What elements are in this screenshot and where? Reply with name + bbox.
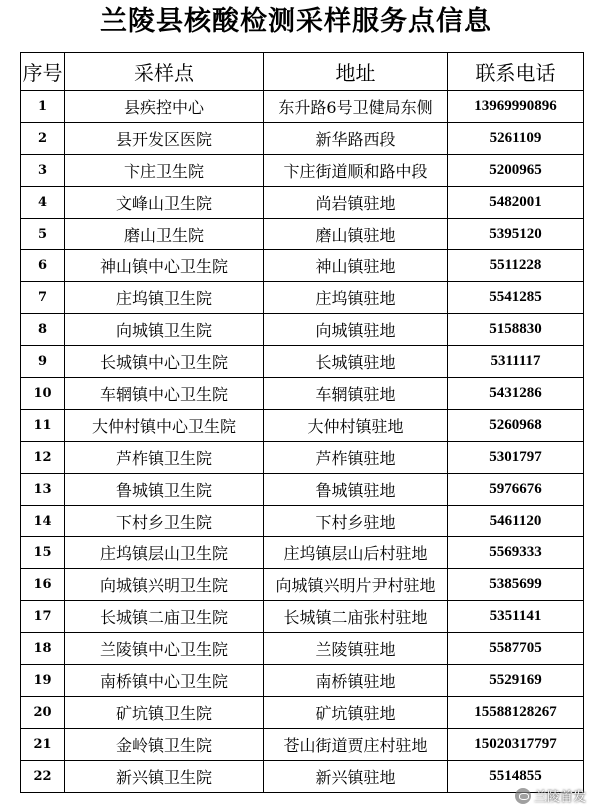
site-cell: 大仲村镇中心卫生院 (65, 409, 264, 441)
table-row (21, 760, 584, 792)
header-phone: 联系电话 (448, 53, 584, 91)
table-row (21, 665, 584, 697)
table-row (21, 91, 584, 123)
table-row (21, 473, 584, 505)
header-address: 地址 (264, 53, 448, 91)
table-row (21, 250, 584, 282)
site-cell: 南桥镇中心卫生院 (65, 665, 264, 697)
table-row (21, 186, 584, 218)
serial-cell: 8 (21, 314, 65, 346)
site-cell: 芦柞镇卫生院 (65, 441, 264, 473)
serial-cell: 11 (21, 409, 65, 441)
address-cell: 东升路6号卫健局东侧 (264, 91, 448, 123)
phone-cell: 5514855 (448, 760, 584, 792)
header-site: 采样点 (65, 53, 264, 91)
serial-cell: 1 (21, 91, 65, 123)
phone-cell: 5260968 (448, 409, 584, 441)
site-cell: 神山镇中心卫生院 (65, 250, 264, 282)
address-cell: 下村乡驻地 (264, 505, 448, 537)
site-cell: 文峰山卫生院 (65, 186, 264, 218)
serial-cell: 6 (21, 250, 65, 282)
serial-cell: 4 (21, 186, 65, 218)
site-cell: 卞庄卫生院 (65, 154, 264, 186)
table-row (21, 314, 584, 346)
site-cell: 下村乡卫生院 (65, 505, 264, 537)
phone-cell: 5261109 (448, 122, 584, 154)
phone-cell: 5569333 (448, 537, 584, 569)
address-cell: 兰陵镇驻地 (264, 633, 448, 665)
phone-cell: 5511228 (448, 250, 584, 282)
page-title: 兰陵县核酸检测采样服务点信息 (100, 6, 492, 37)
serial-cell: 14 (21, 505, 65, 537)
site-cell: 车辋镇中心卫生院 (65, 378, 264, 410)
table-row (21, 441, 584, 473)
address-cell: 长城镇二庙张村驻地 (264, 601, 448, 633)
address-cell: 长城镇驻地 (264, 346, 448, 378)
serial-cell: 3 (21, 154, 65, 186)
address-cell: 南桥镇驻地 (264, 665, 448, 697)
phone-cell: 5529169 (448, 665, 584, 697)
site-cell: 向城镇兴明卫生院 (65, 569, 264, 601)
serial-cell: 10 (21, 378, 65, 410)
serial-cell: 17 (21, 601, 65, 633)
header-serial: 序号 (21, 53, 65, 91)
phone-cell: 13969990896 (448, 91, 584, 123)
address-cell: 向城镇兴明片尹村驻地 (264, 569, 448, 601)
serial-cell: 13 (21, 473, 65, 505)
table-row (21, 601, 584, 633)
address-cell: 大仲村镇驻地 (264, 409, 448, 441)
table-row (21, 409, 584, 441)
phone-cell: 5351141 (448, 601, 584, 633)
wechat-icon (515, 788, 531, 804)
phone-cell: 5976676 (448, 473, 584, 505)
phone-cell: 5385699 (448, 569, 584, 601)
table-header-row (21, 53, 584, 91)
table-row (21, 346, 584, 378)
site-cell: 鲁城镇卫生院 (65, 473, 264, 505)
address-cell: 车辋镇驻地 (264, 378, 448, 410)
phone-cell: 5587705 (448, 633, 584, 665)
site-cell: 磨山卫生院 (65, 218, 264, 250)
table-row (21, 505, 584, 537)
table-row (21, 218, 584, 250)
serial-cell: 15 (21, 537, 65, 569)
sampling-sites-table (20, 52, 584, 793)
table-row (21, 122, 584, 154)
address-cell: 磨山镇驻地 (264, 218, 448, 250)
address-cell: 神山镇驻地 (264, 250, 448, 282)
table-body (21, 91, 584, 793)
table-row (21, 569, 584, 601)
site-cell: 县疾控中心 (65, 91, 264, 123)
phone-cell: 5482001 (448, 186, 584, 218)
address-cell: 鲁城镇驻地 (264, 473, 448, 505)
site-cell: 庄坞镇卫生院 (65, 282, 264, 314)
watermark-text: 兰陵首发 (533, 790, 586, 805)
site-cell: 县开发区医院 (65, 122, 264, 154)
address-cell: 新兴镇驻地 (264, 760, 448, 792)
serial-cell: 9 (21, 346, 65, 378)
address-cell: 尚岩镇驻地 (264, 186, 448, 218)
serial-cell: 16 (21, 569, 65, 601)
phone-cell: 15588128267 (448, 696, 584, 728)
table-row (21, 537, 584, 569)
table-row (21, 282, 584, 314)
watermark (515, 786, 586, 805)
site-cell: 庄坞镇层山卫生院 (65, 537, 264, 569)
serial-cell: 20 (21, 696, 65, 728)
table-row (21, 154, 584, 186)
address-cell: 芦柞镇驻地 (264, 441, 448, 473)
address-cell: 庄坞镇驻地 (264, 282, 448, 314)
table-row (21, 696, 584, 728)
site-cell: 新兴镇卫生院 (65, 760, 264, 792)
site-cell: 长城镇中心卫生院 (65, 346, 264, 378)
serial-cell: 7 (21, 282, 65, 314)
site-cell: 金岭镇卫生院 (65, 728, 264, 760)
site-cell: 兰陵镇中心卫生院 (65, 633, 264, 665)
site-cell: 向城镇卫生院 (65, 314, 264, 346)
phone-cell: 5158830 (448, 314, 584, 346)
serial-cell: 22 (21, 760, 65, 792)
serial-cell: 18 (21, 633, 65, 665)
phone-cell: 5541285 (448, 282, 584, 314)
address-cell: 向城镇驻地 (264, 314, 448, 346)
phone-cell: 5311117 (448, 346, 584, 378)
phone-cell: 5301797 (448, 441, 584, 473)
address-cell: 苍山街道贾庄村驻地 (264, 728, 448, 760)
table-row (21, 378, 584, 410)
phone-cell: 5461120 (448, 505, 584, 537)
address-cell: 矿坑镇驻地 (264, 696, 448, 728)
serial-cell: 2 (21, 122, 65, 154)
address-cell: 新华路西段 (264, 122, 448, 154)
table-row (21, 633, 584, 665)
phone-cell: 15020317797 (448, 728, 584, 760)
site-cell: 矿坑镇卫生院 (65, 696, 264, 728)
serial-cell: 21 (21, 728, 65, 760)
serial-cell: 19 (21, 665, 65, 697)
address-cell: 卞庄街道顺和路中段 (264, 154, 448, 186)
site-cell: 长城镇二庙卫生院 (65, 601, 264, 633)
table-row (21, 728, 584, 760)
phone-cell: 5200965 (448, 154, 584, 186)
serial-cell: 12 (21, 441, 65, 473)
serial-cell: 5 (21, 218, 65, 250)
address-cell: 庄坞镇层山后村驻地 (264, 537, 448, 569)
phone-cell: 5431286 (448, 378, 584, 410)
phone-cell: 5395120 (448, 218, 584, 250)
